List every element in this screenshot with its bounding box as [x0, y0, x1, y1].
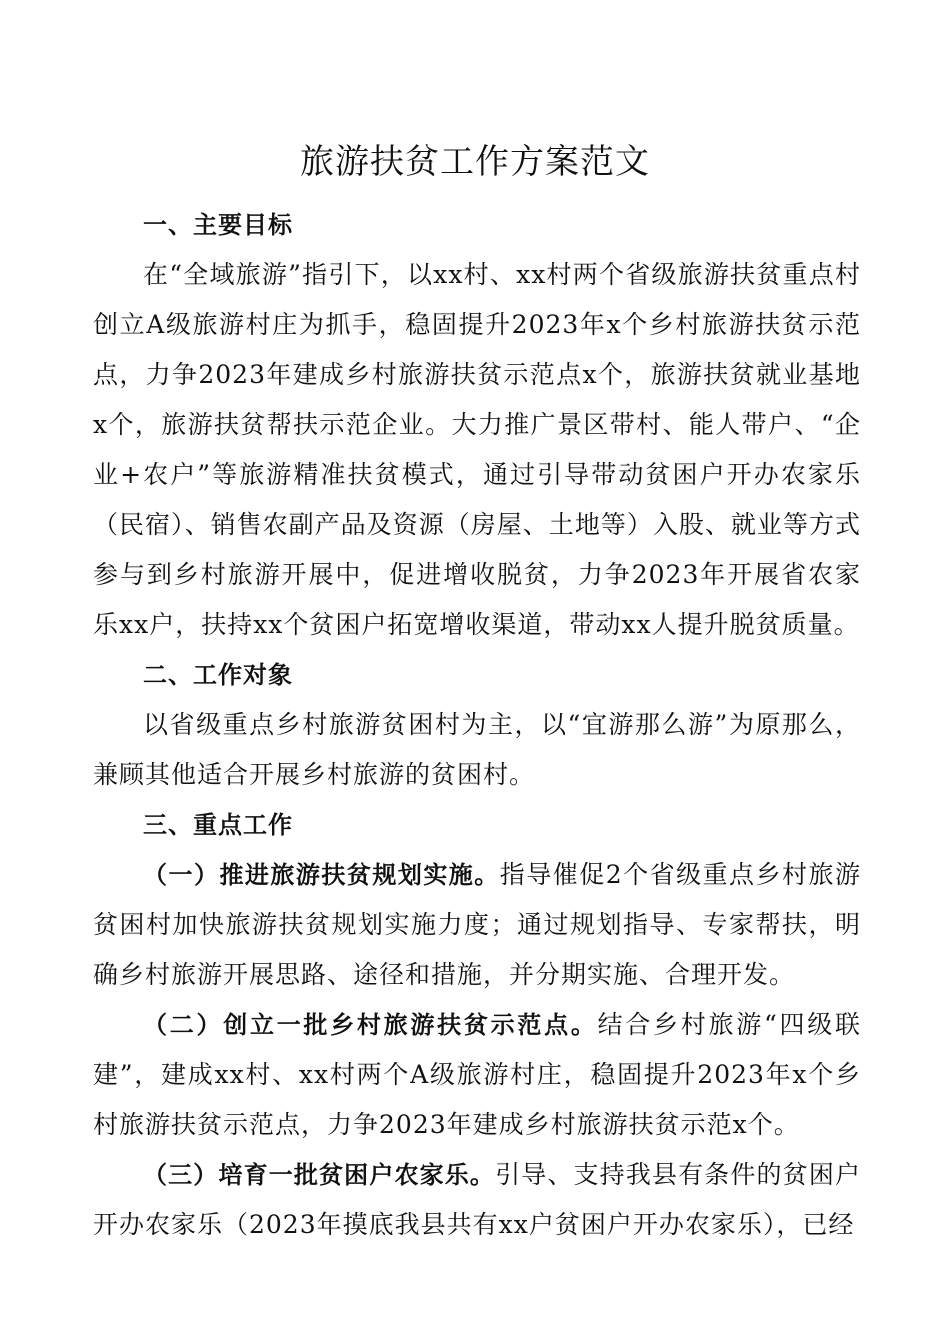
document-body: [93, 200, 861, 1250]
item-text: 指导催促2个省级重点乡村旅游贫困村加快旅游扶贫规划实施力度；通过规划指导、专家帮扶，明确乡村旅游开展思路、途径和措施，并分期实施、合理开发。: [93, 860, 861, 989]
section-heading: 二、工作对象: [143, 661, 293, 689]
section-paragraph: 在“全域旅游”指引下，以xx村、xx村两个省级旅游扶贫重点村创立A级旅游村庄为抓手，稳固提升2023年x个乡村旅游扶贫示范点，力争2023年建成乡村旅游扶贫示范点x个，旅游扶贫就业基地x个，旅游扶贫帮扶示范企业。大力推广景区带村、能人带户、“企业+农户”等旅游精准扶贫模式，通过引导带动贫困户开办农家乐（民宿）、销售农副产品及资源（房屋、土地等）入股、就业等方式参与到乡村旅游开展中，促进增收脱贫，力争2023年开展省农家乐xx户，扶持xx个贫困户拓宽增收渠道，带动xx人提升脱贫质量。: [93, 260, 861, 639]
section-heading: 一、主要目标: [143, 211, 293, 239]
numbered-item: [93, 1000, 861, 1150]
section-paragraph: 以省级重点乡村旅游贫困村为主，以“宜游那么游”为原那么，兼顾其他适合开展乡村旅游的贫困村。: [93, 710, 861, 789]
section-heading: 三、重点工作: [143, 811, 293, 839]
document-title: 旅游扶贫工作方案范文: [300, 142, 650, 182]
numbered-item: [93, 1150, 861, 1250]
item-text: 结合乡村旅游“四级联建”，建成xx村、xx村两个A级旅游村庄，稳固提升2023年x个乡村旅游扶贫示范点，力争2023年建成乡村旅游扶贫示范x个。: [93, 1010, 861, 1139]
item-lead: （二）创立一批乡村旅游扶贫示范点。: [143, 1011, 598, 1039]
item-lead: （三）培育一批贫困户农家乐。: [143, 1161, 496, 1189]
item-text: 引导、支持我县有条件的贫困户开办农家乐（2023年摸底我县共有xx户贫困户开办农家乐），已经: [93, 1160, 861, 1239]
item-lead: （一）推进旅游扶贫规划实施。: [143, 861, 500, 889]
numbered-item: [93, 850, 861, 1000]
